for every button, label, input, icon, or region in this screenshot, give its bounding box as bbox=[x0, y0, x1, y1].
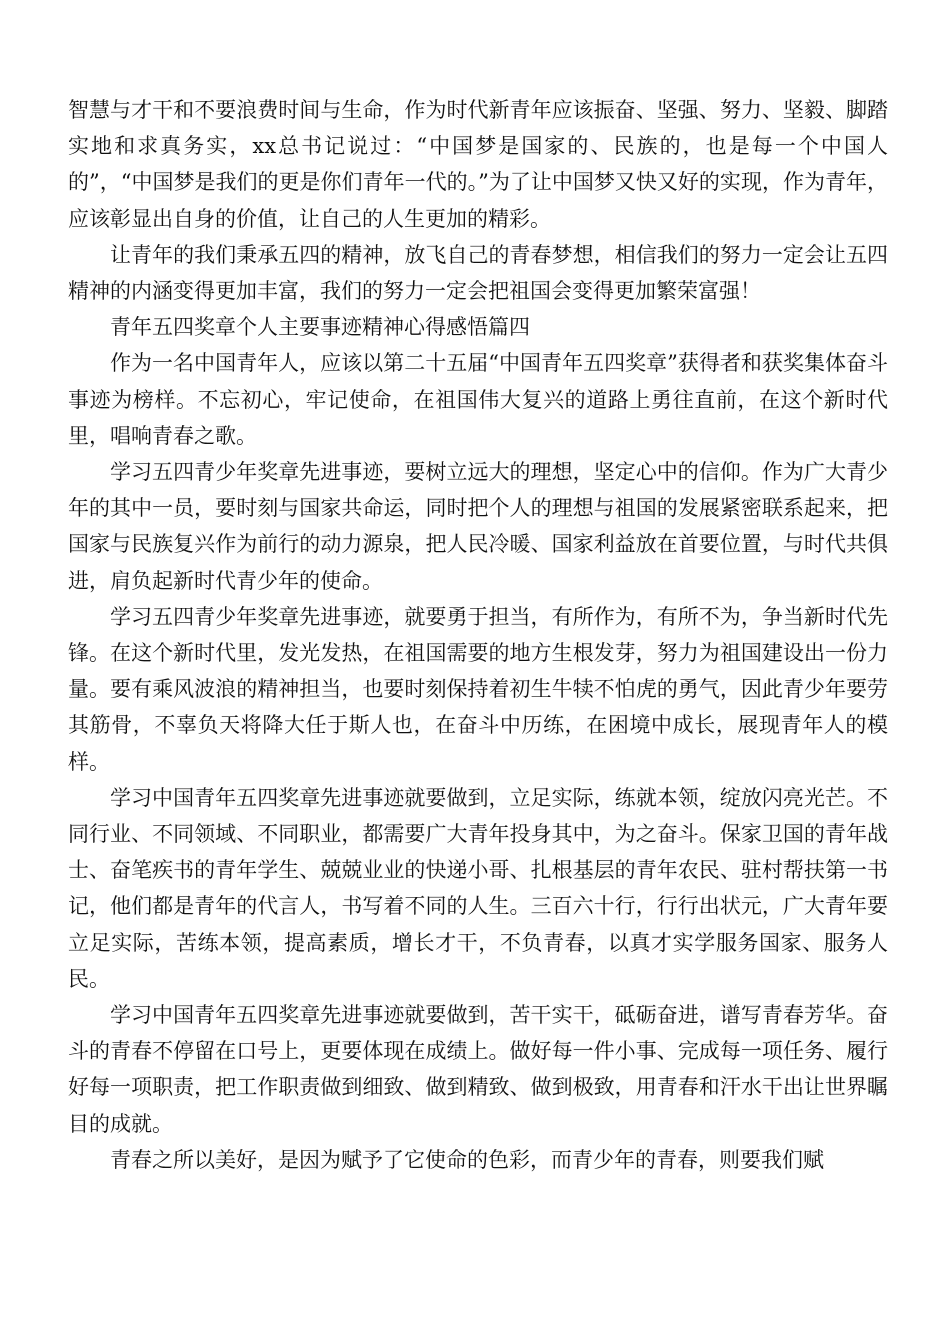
paragraph: 学习五四青少年奖章先进事迹，就要勇于担当，有所作为，有所不为，争当新时代先锋。在这个新时代里，发光发热，在祖国需要的地方生根发芽，努力为祖国建设出一份力量。要有乘风波浪的精神担当，也要时刻保持着初生牛犊不怕虎的勇气，因此青少年要劳其筋骨，不辜负天将降大任于斯人也，在奋斗中历练，在困境中成长，展现青年人的模样。 bbox=[68, 604, 888, 774]
paragraph: 学习中国青年五四奖章先进事迹就要做到，苦干实干，砥砺奋进，谱写青春芳华。奋斗的青春不停留在口号上，更要体现在成绩上。做好每一件小事、完成每一项任务、履行好每一项职责，把工作职责做到细致、做到精致、做到极致，用青春和汗水干出让世界瞩目的成就。 bbox=[68, 1003, 888, 1136]
document-page bbox=[68, 92, 888, 1178]
section-heading: 青年五四奖章个人主要事迹精神心得感悟篇四 bbox=[110, 315, 530, 340]
paragraph: 作为一名中国青年人，应该以第二十五届“中国青年五四奖章”获得者和获奖集体奋斗事迹为榜样。不忘初心，牢记使命，在祖国伟大复兴的道路上勇往直前，在这个新时代里，唱响青春之歌。 bbox=[68, 351, 888, 448]
paragraph-continued: 智慧与才干和不要浪费时间与生命，作为时代新青年应该振奋、坚强、努力、坚毅、脚踏实地和求真务实，xx总书记说过：“中国梦是国家的、民族的，也是每一个中国人的”，“中国梦是我们的更是你们青年一代的。”为了让中国梦又快又好的实现，作为青年，应该彰显出自身的价值，让自己的人生更加的精彩。 bbox=[68, 98, 888, 231]
paragraph-truncated: 青春之所以美好，是因为赋予了它使命的色彩，而青少年的青春，则要我们赋 bbox=[110, 1147, 824, 1172]
paragraph: 学习中国青年五四奖章先进事迹就要做到，立足实际，练就本领，绽放闪亮光芒。不同行业、不同领域、不同职业，都需要广大青年投身其中，为之奋斗。保家卫国的青年战士、奋笔疾书的青年学生、兢兢业业的快递小哥、扎根基层的青年农民、驻村帮扶第一书记，他们都是青年的代言人，书写着不同的人生。三百六十行，行行出状元，广大青年要立足实际，苦练本领，提高素质，增长才干，不负青春，以真才实学服务国家、服务人民。 bbox=[68, 785, 888, 991]
paragraph: 让青年的我们秉承五四的精神，放飞自己的青春梦想，相信我们的努力一定会让五四精神的内涵变得更加丰富，我们的努力一定会把祖国会变得更加繁荣富强！ bbox=[68, 242, 888, 304]
paragraph: 学习五四青少年奖章先进事迹，要树立远大的理想，坚定心中的信仰。作为广大青少年的其中一员，要时刻与国家共命运，同时把个人的理想与祖国的发展紧密联系起来，把国家与民族复兴作为前行的动力源泉，把人民冷暖、国家利益放在首要位置，与时代共俱进，肩负起新时代青少年的使命。 bbox=[68, 460, 888, 593]
